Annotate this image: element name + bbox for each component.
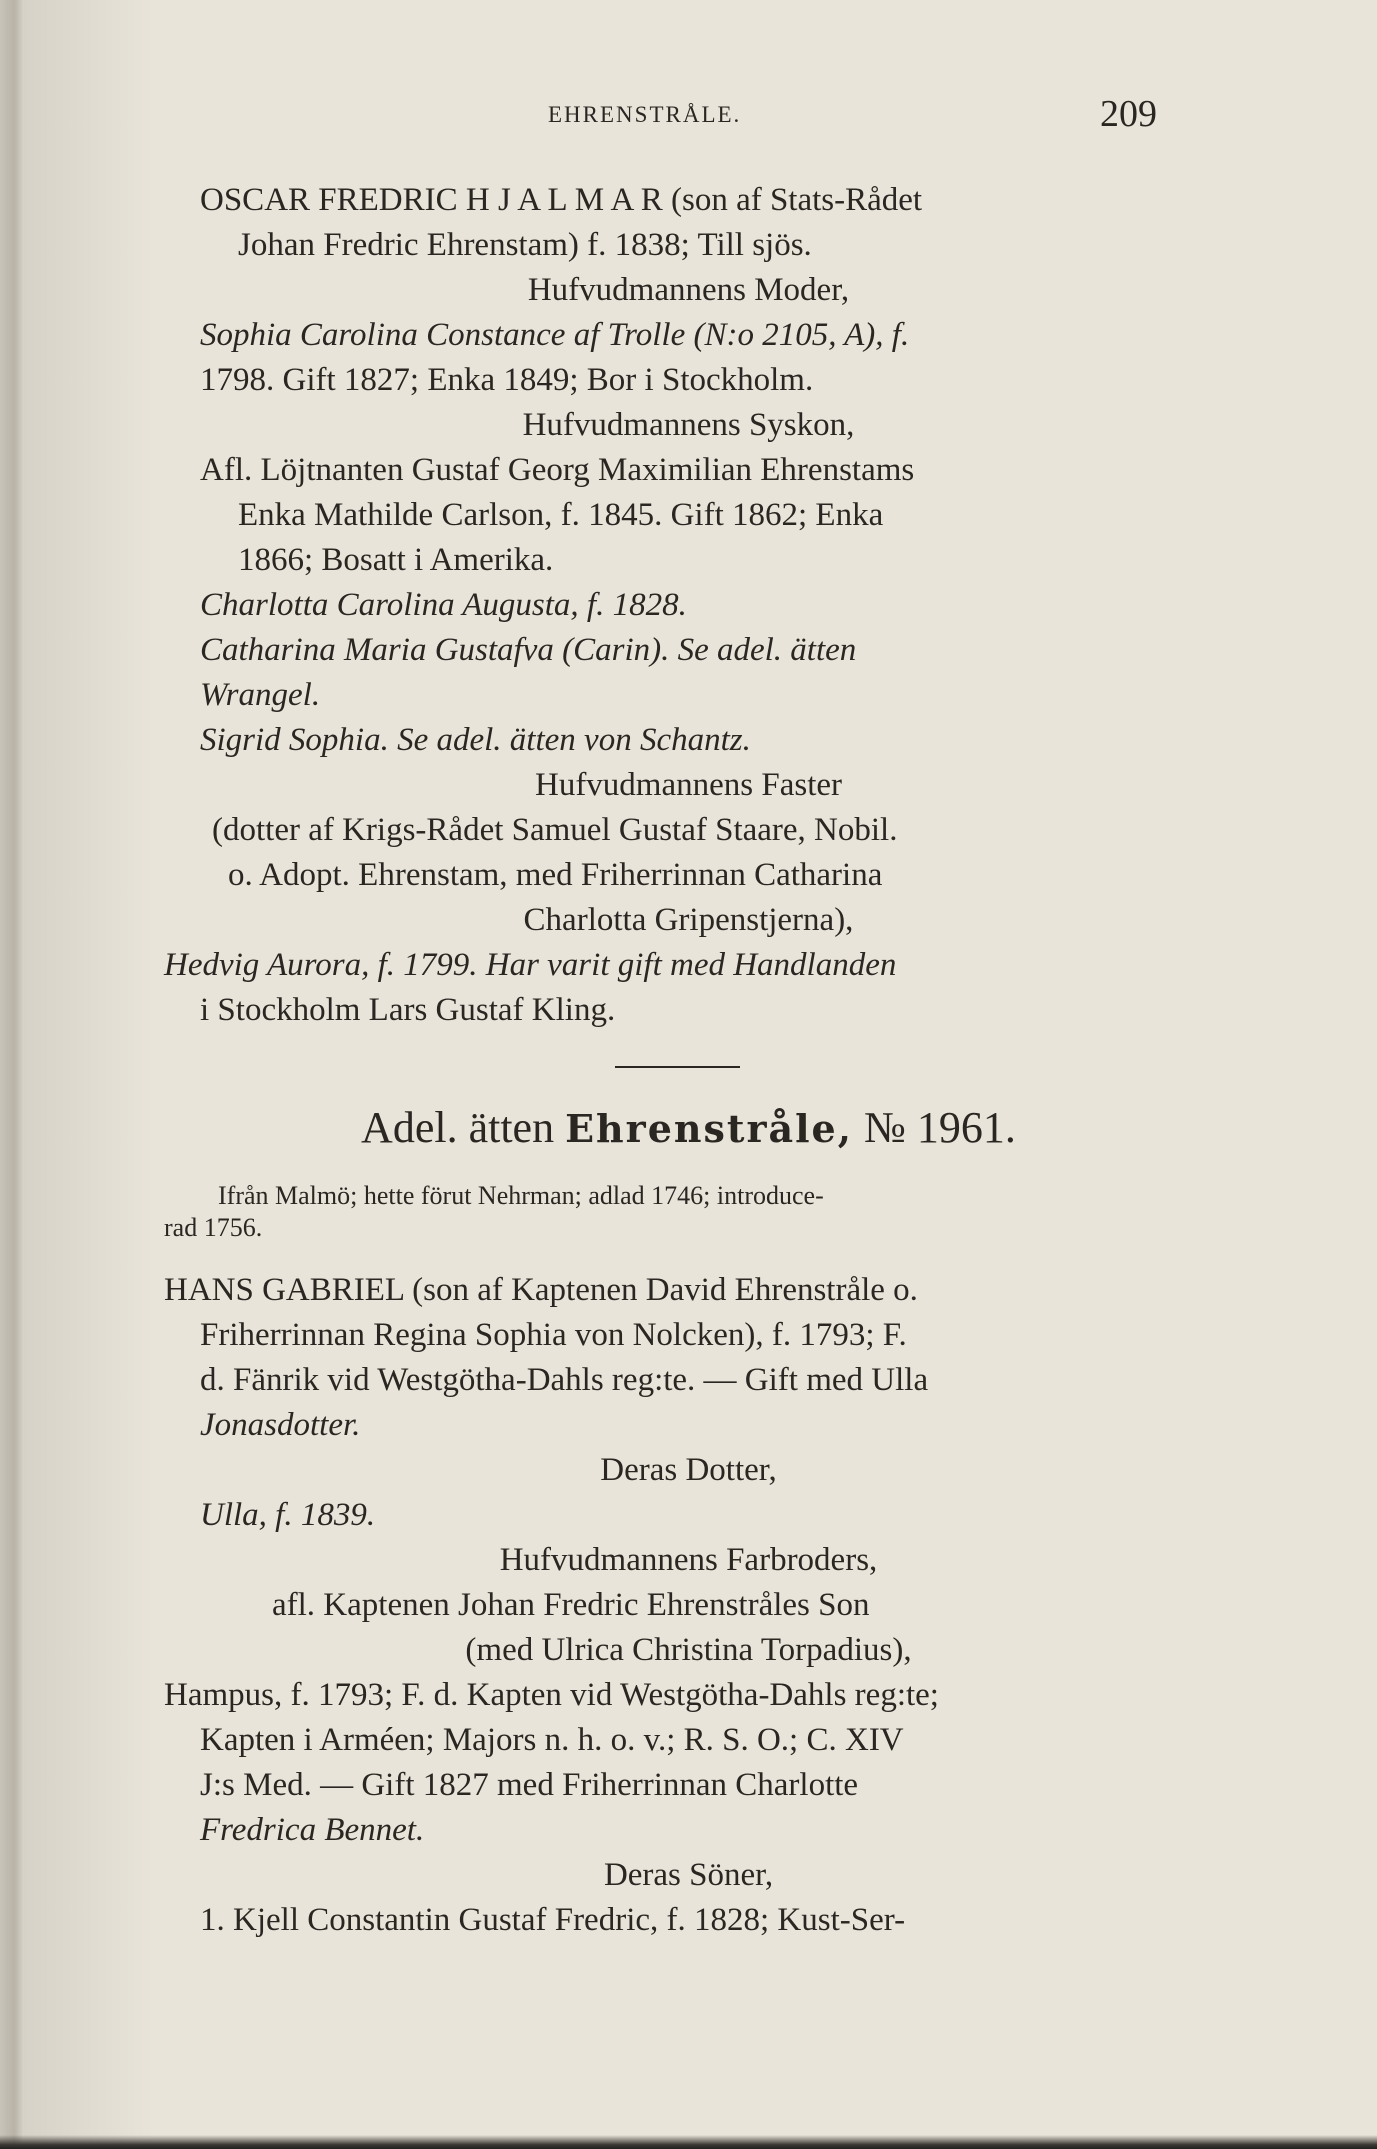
subheading: Deras Dotter,	[600, 1452, 777, 1488]
text-line: Friherrinnan Regina Sophia von Nolcken), f. 1793; F.	[200, 1317, 907, 1353]
page-number: 209	[1100, 93, 1157, 135]
text-line: Afl. Löjtnanten Gustaf Georg Maximilian Ehrenstams	[200, 452, 915, 488]
text-line: Hedvig Aurora, f. 1799. Har varit gift med Handlanden	[164, 947, 897, 983]
section-number: № 1961.	[863, 1103, 1016, 1152]
text-line: Charlotta Carolina Augusta, f. 1828.	[200, 587, 687, 623]
subheading: Hufvudmannens Moder,	[527, 272, 850, 308]
text-line: Catharina Maria Gustafva (Carin). Se adel. ätten	[200, 632, 857, 668]
text-line: o. Adopt. Ehrenstam, med Friherrinnan Catharina	[228, 857, 883, 893]
text-line: 1. Kjell Constantin Gustaf Fredric, f. 1828; Kust-Ser-	[200, 1902, 906, 1938]
text-line: Kapten i Arméen; Majors n. h. o. v.; R. S. O.; C. XIV	[200, 1722, 904, 1758]
subheading: Hufvudmannens Syskon,	[522, 407, 855, 443]
text-line: Jonasdotter.	[200, 1407, 361, 1443]
text-line: i Stockholm Lars Gustaf Kling.	[200, 992, 616, 1028]
text-line: 1866; Bosatt i Amerika.	[238, 542, 554, 578]
subheading: Hufvudmannens Farbroders,	[499, 1542, 878, 1578]
section-heading	[0, 1100, 1377, 1157]
family-name: Ehrenstråle,	[565, 1106, 853, 1151]
text-line: J:s Med. — Gift 1827 med Friherrinnan Charlotte	[200, 1767, 859, 1803]
text-line: Johan Fredric Ehrenstam) f. 1838; Till sjös.	[238, 227, 812, 263]
subheading: Deras Söner,	[603, 1857, 774, 1893]
text-line: (med Ulrica Christina Torpadius),	[465, 1632, 912, 1668]
text-line: d. Fänrik vid Westgötha-Dahls reg:te. — Gift med Ulla	[200, 1362, 929, 1398]
text-line: HANS GABRIEL (son af Kaptenen David Ehrenstråle o.	[164, 1272, 918, 1308]
page-header	[0, 92, 1377, 135]
text-line: OSCAR FREDRIC H J A L M A R (son af Stats-Rådet	[200, 182, 923, 218]
section-note: rad 1756.	[164, 1213, 263, 1242]
text-line: Enka Mathilde Carlson, f. 1845. Gift 1862; Enka	[238, 497, 884, 533]
text-line: Charlotta Gripenstjerna),	[523, 902, 854, 938]
text-line: Sophia Carolina Constance af Trolle (N:o 2105, A), f.	[200, 317, 910, 353]
text-line: Wrangel.	[200, 677, 321, 713]
page-bottom-edge	[0, 2135, 1377, 2149]
text-line: 1798. Gift 1827; Enka 1849; Bor i Stockholm.	[200, 362, 814, 398]
text-line: (dotter af Krigs-Rådet Samuel Gustaf Staare, Nobil.	[212, 812, 898, 848]
running-head: EHRENSTRÅLE.	[548, 102, 742, 127]
text-line: Ulla, f. 1839.	[200, 1497, 376, 1533]
text-line: Hampus, f. 1793; F. d. Kapten vid Westgötha-Dahls reg:te;	[164, 1677, 939, 1713]
section-note: Ifrån Malmö; hette förut Nehrman; adlad 1746; introduce-	[218, 1181, 824, 1210]
section-divider	[615, 1066, 740, 1068]
section-prefix: Adel. ätten	[361, 1103, 555, 1152]
subheading: Hufvudmannens Faster	[534, 767, 843, 803]
text-line: afl. Kaptenen Johan Fredric Ehrenstråles Son	[272, 1587, 870, 1623]
text-line: Fredrica Bennet.	[200, 1812, 425, 1848]
text-line: Sigrid Sophia. Se adel. ätten von Schantz.	[200, 722, 751, 758]
